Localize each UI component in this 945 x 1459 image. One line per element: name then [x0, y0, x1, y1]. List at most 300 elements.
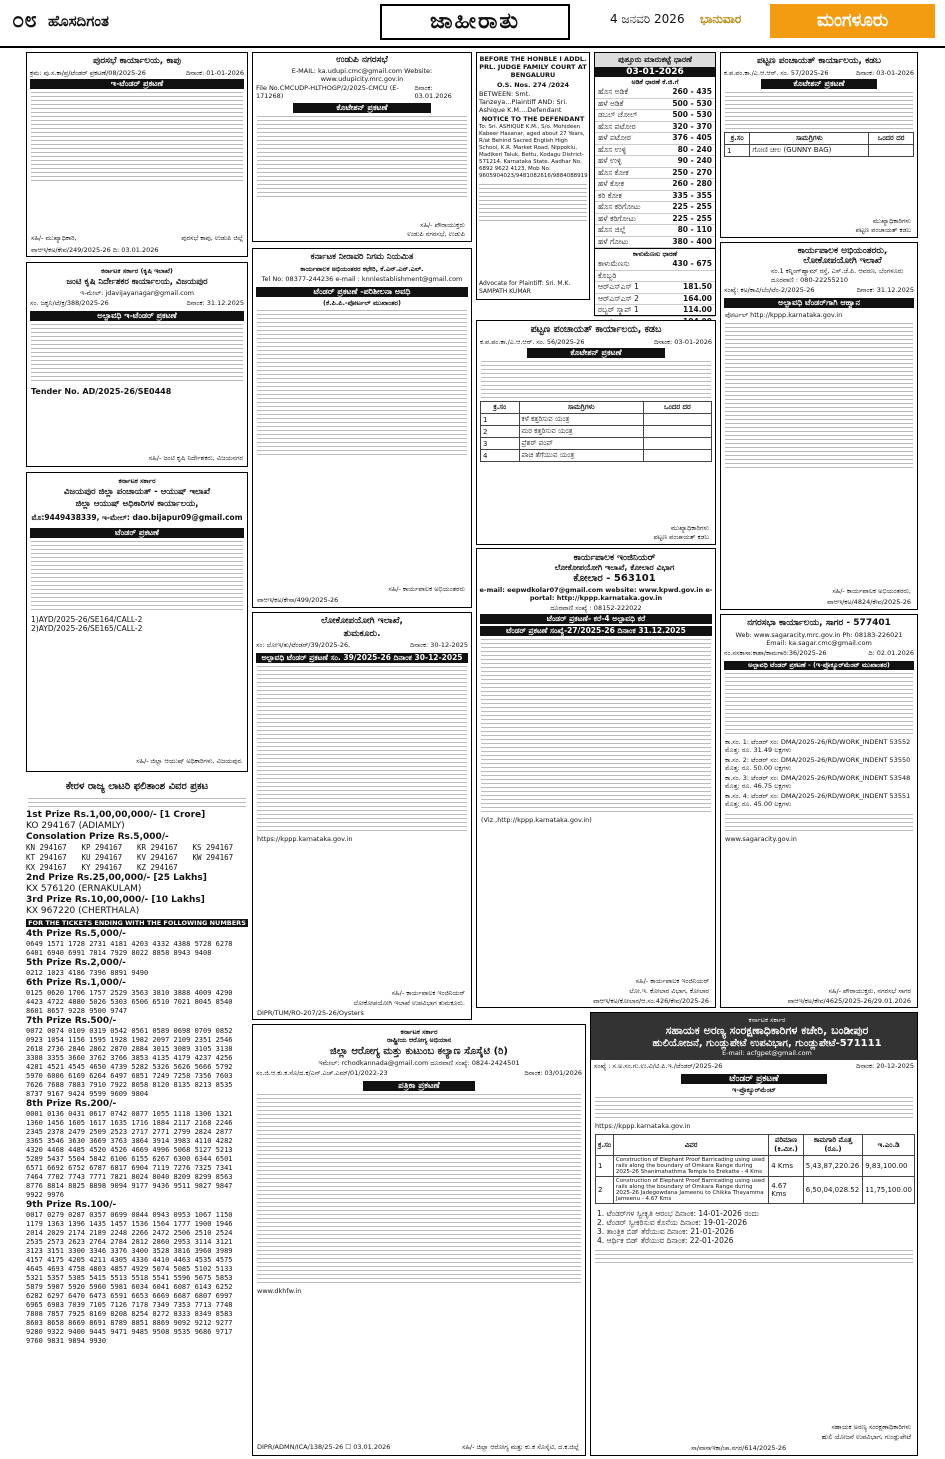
- tender-number: Tender No. AD/2025-26/SE0448: [31, 387, 172, 396]
- ad-sign: ಸಹಿ/- ಪೌರಾಯುಕ್ತರು: [420, 221, 465, 229]
- consolation-number: KT 294167: [26, 853, 67, 862]
- cell: ಕಳೆ ಕತ್ತರಿಸುವ ಯಂತ್ರ: [519, 414, 643, 426]
- ad-court-notice: [476, 52, 590, 300]
- rate-row: [595, 87, 715, 99]
- rate-item: ಆರ್‌ಎಸ್‌ಎಸ್ 2: [598, 293, 639, 303]
- ad-title2: ಲೋಕೋಪಯೋಗಿ ಇಲಾಖೆ: [803, 256, 882, 266]
- ad-body: [253, 310, 471, 455]
- date-item: 4. ಆರ್ಥಿಕ ಬಿಡ್ ತೆರೆಯುವ ದಿನಾಂಕ: 22-01-2026: [597, 1236, 734, 1245]
- rate-item: ಕಾಳುಮೆಣಸು: [598, 259, 630, 268]
- rate-row: [595, 294, 715, 306]
- ad-body: [27, 541, 247, 610]
- rate-value: 430 - 675: [672, 259, 712, 268]
- ad-date: ದಿನಾಂಕ: 03.01.2026: [414, 84, 452, 100]
- ad-sign: ಸಹಿ/- ಕಾರ್ಯಪಾಲಕ ಅಭಿಯಂತರರು,: [832, 587, 911, 595]
- rate-row: [595, 237, 715, 249]
- ad-slug: ಸಾ/ವಾಸಾಇಕಾ/ಚಾ.ನಗರ/614/2025-26: [691, 1444, 787, 1452]
- cell: 9,83,100.00: [863, 1156, 915, 1177]
- cell: [643, 450, 711, 462]
- notice-title: NOTICE TO THE DEFENDANT: [481, 115, 585, 123]
- rate-item: ಆರ್‌ಎಸ್‌ಎಸ್ 1: [598, 282, 639, 291]
- consolation-number: KY 294167: [81, 863, 123, 872]
- ad-ref: ಸಂಖ್ಯೆ : ಸ.ಅ.ಸಂ.ಗು.ಉ.ವಿ/ಟಿ.ಪಿ.ಇ./ಟೆಂಡರ್/2025-26: [594, 1062, 723, 1070]
- rate-row: [595, 145, 715, 157]
- quotation-table: [724, 132, 914, 157]
- col-header: ಸಾಮಗ್ರಿಗಳು: [519, 402, 643, 414]
- col-header: ಸಾಮಗ್ರಿಗಳು: [750, 133, 869, 145]
- ad-url: https://kppp.karnataka.gov.in: [257, 835, 353, 843]
- rate-value: 80 - 240: [677, 144, 712, 154]
- ad-ref: ನಂ.ನಸಕಾಸಾ:ಕಾಶಾ/ಕಾಮಗಾರಿ:36/2025-26: [724, 649, 827, 657]
- rate-item: ಹೊಸ ಕೋಕ: [598, 167, 629, 177]
- col-header: ಒಂದರ ದರ: [869, 133, 914, 145]
- ad-sign2: ಪುರಸಭೆ ಕಾಪು, ಉಡುಪಿ ಜಿಲ್ಲೆ: [181, 234, 243, 242]
- cell: 5,43,87,220.26: [803, 1156, 862, 1177]
- rate-item: ಹಳೆ ಪಟೋರ: [598, 133, 631, 142]
- ad-sagar-nagarasabhe: [720, 614, 918, 1008]
- ad-body: [721, 814, 917, 831]
- ad-slug: ವಾಆಇ/ಕಅ/ಕೇವ/249/2025-26 ದಿ: 03.01.2026: [31, 246, 159, 254]
- date-item: 3. ತಾಂತ್ರಿಕ ಬಿಡ್ ತೆರೆಯುವ ದಿನಾಂಕ: 21-01-2026: [597, 1227, 734, 1236]
- date-item: 1. ಟೆಂಡರ್‌ಗಳ ಸ್ವೀಕೃತಿ ಆರಂಭ ದಿನಾಂಕ: 14-01-2026 ರಂದು: [597, 1209, 759, 1218]
- ad-org: ಕರ್ನಾಟಕ ನೀರಾವರಿ ನಿಗಮ ನಿಯಮಿತ: [310, 252, 414, 262]
- ad-sign: ಸಹಿ/- ಜಿಲ್ಲಾ ಆಯುಷ್ ಅಧಿಕಾರಿಗಳು, ವಿಜಯಪುರ.: [136, 757, 243, 765]
- rate-item: ಹೊಸ ಜಿಲ್ಲೆ: [598, 225, 626, 234]
- third-prize-label: 3rd Prize Rs.10,00,000/- [10 Lakhs]: [26, 895, 205, 905]
- cell: 3: [481, 438, 520, 450]
- rate-item: ಹಳೆ ಗೋಟು: [598, 236, 629, 246]
- ad-date: ದಿನಾಂಕ: 30-12-2025: [410, 641, 468, 649]
- consolation-number: KW 294167: [192, 853, 234, 862]
- prize4-label: 4th Prize Rs.5,000/-: [26, 929, 126, 939]
- ad-ref: ಕ.ಪ.ಪಂ.ಕಾ./ಎ.ಆ.ಆರ್. ಸಂ. 56/2025-26: [480, 338, 585, 346]
- ad-title: ಕಾರ್ಯಪಾಲಕ ಅಭಿಯಂತರರ ಕಛೇರಿ, ಕೆ.ಎನ್.ಎನ್.ಎಲ್.: [300, 265, 424, 273]
- rate-item: ಕೊಬ್ಬರಿ: [598, 270, 617, 280]
- second-prize-label: 2nd Prize Rs.25,00,000/- [25 Lakhs]: [26, 873, 207, 883]
- rate-row: [595, 202, 715, 214]
- ad-contact: ಮೊ:9449438339, ಇ-ಮೇಲ್: dao.bijapur09@gmail.com: [31, 513, 243, 522]
- ad-banner: ಅಲ್ಪಾವಧಿ ಇ-ಟೆಂಡರ್ ಪ್ರಕಟಣೆ: [30, 311, 244, 321]
- ad-org: ಕರ್ನಾಟಕ ಸರ್ಕಾರ: [748, 1016, 786, 1024]
- ad-pwd-bengaluru: [720, 242, 918, 610]
- rate-row: [595, 99, 715, 111]
- rate-item: ಕರಿ ಕೋಕ: [598, 190, 622, 200]
- ad-sign2: ಲೋ.ಇ. ಕೋಲಾರ ವಿಭಾಗ, ಕೋಲಾರ: [629, 987, 709, 995]
- rate-item: ಡಬಲ್ ಚೋಲ್: [598, 110, 638, 119]
- ad-address: ನಂ.1 ಕನ್ನಿಂಗ್‌ಹ್ಯಾಮ್ ರಸ್ತೆ, ಎಸ್.ಜೆ.ಪಿ. ಆವರಣ, ಬೆಂಗಳೂರು: [771, 267, 904, 275]
- ad-email: Email: ka.sagar.cmc@gmail.com: [766, 639, 872, 647]
- ad-phone: ದೂರವಾಣಿ ಸಂಖ್ಯೆ : 08152-222022: [550, 604, 642, 612]
- cell: 1: [481, 414, 520, 426]
- rate-row: [595, 122, 715, 134]
- ad-kaup-purasabhe: [26, 52, 248, 257]
- ad-banner: ಟೆಂಡರ್ ಪ್ರಕಟಣೆ: [30, 528, 244, 538]
- ref-list: [27, 613, 247, 635]
- ad-title: ಜಿಲ್ಲಾ ಆರೋಗ್ಯ ಮತ್ತು ಕುಟುಂಬ ಕಲ್ಯಾಣ ಸೊಸೈಟಿ (ರಿ): [330, 1046, 508, 1057]
- ad-sign: ಸಹಿ/- ಜಂಟಿ ಕೃಷಿ ನಿರ್ದೇಶಕರು, ವಿಜಯನಗರ: [148, 454, 243, 462]
- work-item: ಕಾ.ಸಂ. 4: ಟೆಂಡರ್ ಸಂ: DMA/2025-26/RD/WORK_INDENT 53551 ಮೊತ್ತ: ರೂ. 45.00 ಲಕ್ಷಗಳು: [725, 792, 911, 808]
- work-list: [721, 737, 917, 811]
- cell: ಪ್ರೆಶರ್ ಪಂಪ್: [519, 438, 643, 450]
- rate-value: 164.00: [683, 293, 712, 303]
- ad-org: ಲೋಕೋಪಯೋಗಿ ಇಲಾಖೆ,: [321, 616, 403, 626]
- rate-value: 114.00: [683, 305, 712, 314]
- rate-value: 250 - 270: [672, 167, 712, 177]
- ad-body: [253, 116, 471, 197]
- quotation-table: [480, 401, 712, 462]
- ad-sign: Advocate for Plaintiff: Sri. M.K. SAMPATH KUMAR: [479, 280, 571, 295]
- ad-url: https://kppp.karnataka.gov.in: [595, 1122, 691, 1130]
- ad-banner: ಕೊಟೇಶನ್ ಪ್ರಕಟಣೆ: [293, 103, 431, 113]
- cell: 4 Kms: [769, 1156, 803, 1177]
- ad-title2: ಜಿಲ್ಲಾ ಆಯುಷ್ ಅಧಿಕಾರಿಗಳ ಕಾರ್ಯಾಲಯ,: [75, 499, 199, 509]
- rate-value: 260 - 280: [672, 179, 712, 188]
- ad-sign: ಮುಖ್ಯಾಧಿಕಾರಿಗಳು: [872, 217, 911, 225]
- ad-org: ಕರ್ನಾಟಕ ಸರ್ಕಾರ (ಕೃಷಿ ಇಲಾಖೆ): [101, 267, 173, 275]
- ad-date: ದಿನಾಂಕ: 20-12-2025: [856, 1062, 914, 1070]
- rate-value: 500 - 530: [672, 98, 712, 108]
- ad-banner: ಅಲ್ಪಾವಧಿ ಟೆಂಡರ್ ಪ್ರಕಟಣೆ ಸಂ. 39/2025-26 ದಿನಾಂಕ 30-12-2025: [256, 653, 468, 663]
- rate-row: [595, 110, 715, 122]
- ad-contact: Tel No: 08377-244236 e-mail : knnlestablishment@gmail.com: [261, 275, 463, 283]
- cell: Construction of Elephant Proof Barricading using used rails along the boundary of Omkara Range during 2025-26 Jadegowdana Jameenu to Chikka Thayamma Jameenu - 4.67 Kms: [613, 1177, 768, 1204]
- prize8-numbers: 0001 0136 0431 0617 0742 0877 1055 1118 1306 1321 1360 1456 1605 1617 1635 1716 1884 2117 2168 2246 2345 2378 2479 2509 2523 2717 2771 2799 2824 2877 3365 3546 3630 3669 3763 3864 3914 3983 4110 4282 4320 4468 4485 4520 4526 4669 4996 5068 5127 5213 5289 5437 5504 5842 6106 6155 6267 6300 6344 6501 6571 6692 6752 6787 6817 6904 7119 7276 7325 7341 7464 7702 7743 7771 7821 8024 8040 8209 8299 8563 8776 8814 8825 8898 9094 9177 9436 9511 9827 9847 9922 9976: [26, 1110, 233, 1199]
- ad-banner: ಟೆಂಡರ್ ಪ್ರಕಟಣೆ -ಪರಿಶೀಲನಾ ಅವಧಿ: [256, 287, 468, 297]
- rate-value: 225 - 255: [672, 213, 712, 223]
- ad-date: ದಿನಾಂಕ: 31.12.2025: [856, 286, 914, 294]
- masthead: ಹೊಸದಿಗಂತ: [48, 12, 109, 30]
- rate-value: 181.50: [683, 282, 712, 291]
- forest-tender-table: [595, 1134, 915, 1204]
- ad-body: [477, 361, 715, 398]
- prize5-numbers: 0212 1023 4186 7396 8891 9490: [26, 969, 149, 977]
- cell: [869, 145, 914, 157]
- cell: ಮರ ಕತ್ತರಿಸುವ ಯಂತ್ರ: [519, 426, 643, 438]
- col-header: ಕಾಮಗಾರಿ ಮೊತ್ತ (ರೂ.): [803, 1135, 862, 1156]
- rate-row: [595, 271, 715, 283]
- ad-title: ವಿಜಯಪುರ ಜಿಲ್ಲಾ ಪಂಚಾಯತ್ - ಆಯುಷ್ ಇಲಾಖೆ: [63, 487, 211, 497]
- consolation-number: KR 294167: [137, 843, 178, 852]
- ad-banner: ಅಲ್ಪಾವಧಿ ಟೆಂಡರ್ ಪ್ರಕಟಣೆ - (ಇ-ಪ್ರೊಕ್ಯೂರ್‌ಮೆಂಟ್ ಮುಖಾಂತರ): [724, 661, 914, 670]
- arecanut-rates: [595, 87, 715, 248]
- ad-sign: ಮುಖ್ಯಾಧಿಕಾರಿಗಳು: [670, 524, 709, 532]
- ad-title: ಪುರಸಭೆ ಕಾರ್ಯಾಲಯ, ಕಾಪು: [93, 56, 181, 66]
- consolation-number: KU 294167: [81, 853, 123, 862]
- case-number: O.S. Nos. 274 /2024: [496, 81, 570, 89]
- rate-row: [595, 191, 715, 203]
- cell: [643, 438, 711, 450]
- first-prize-number: KO 294167 (ADIAMLY): [26, 821, 125, 831]
- cell: [643, 426, 711, 438]
- ad-banner: ಅಲ್ಪಾವಧಿ ಟೆಂಡರ್‌ಗಾಗಿ ಆಹ್ವಾನ: [724, 298, 914, 308]
- second-prize-number: KX 576120 (ERNAKULAM): [26, 884, 142, 894]
- ad-ref: ಕ್ರಮ: ಪು.ಸ.ಕಾ/ಪ್ರ/ಟೆಂಡರ್ ಪ್ರಕಟಣೆ/08/2025-26: [30, 69, 146, 77]
- prize6-numbers: 0125 0620 1706 1757 2529 3563 3810 3888 4009 4290 4423 4722 4880 5026 5303 6506 6510 7021 8045 8540 8601 8657 9228 9500 9747: [26, 989, 233, 1015]
- work-item: ಕಾ.ಸಂ. 3: ಟೆಂಡರ್ ಸಂ: DMA/2025-26/RD/WORK_INDENT 53548 ಮೊತ್ತ: ರೂ. 46.75 ಲಕ್ಷಗಳು: [725, 774, 911, 790]
- ad-date: ದಿನಾಂಕ: 31.12.2025: [186, 299, 244, 307]
- rate-value: 90 - 240: [677, 156, 712, 165]
- ad-sign: ಸಹಿ/- ಮುಖ್ಯಾಧಿಕಾರಿ,: [31, 234, 77, 242]
- rates-subtitle: ಅಡಿಕೆ ಧಾರಣೆ ಕೆ.ಜಿ.ಗೆ: [631, 78, 679, 86]
- prize8-label: 8th Prize Rs.200/-: [26, 1099, 117, 1109]
- ad-slug: DIPR/ADMN/ICA/138/25-26 ☐ 03.01.2026: [257, 1443, 391, 1451]
- prize5-label: 5th Prize Rs.2,000/-: [26, 958, 126, 968]
- ad-body: [721, 673, 917, 734]
- ad-date: ದಿ: 02.01.2026: [868, 649, 914, 657]
- ref-item: 1)AYD/2025-26/SE164/CALL-2: [31, 615, 143, 624]
- ad-banner: ಕೊಟೇಶನ್ ಪ್ರಕಟಣೆ: [527, 348, 665, 358]
- cell: 1: [725, 145, 750, 157]
- col-header: ಕ್ರ.ಸಂ: [596, 1135, 614, 1156]
- issue-day: ಭಾನುವಾರ: [700, 12, 742, 26]
- prize9-label: 9th Prize Rs.100/-: [26, 1200, 117, 1210]
- rate-item: ಹಳೆ ಉಳ್ಳಿ: [598, 156, 622, 165]
- ad-body: [27, 92, 247, 181]
- ad-body: [253, 666, 471, 831]
- ad-url: ಪೋರ್ಟಲ್ http://kppp.karnataka.gov.in: [725, 311, 843, 319]
- ad-health-society: [252, 1024, 586, 1456]
- rate-item: ಹೊಸ ಉಳ್ಳಿ: [598, 144, 627, 154]
- rate-row: [595, 259, 715, 271]
- consolation-number: KZ 294167: [137, 863, 178, 872]
- ad-body: [477, 184, 589, 221]
- ad-irrigation-knnl: [252, 248, 472, 608]
- consolation-number: KS 294167: [192, 843, 234, 852]
- ad-pwd-kolar: [476, 548, 716, 1008]
- lottery-banner: FOR THE TICKETS ENDING WITH THE FOLLOWING NUMBERS: [26, 919, 248, 927]
- ad-email: E-MAIL: ka.udupi.cmc@gmail.com Website: www.udupicity.mrc.gov.in: [291, 67, 433, 83]
- consolation-number: KX 294167: [26, 863, 67, 872]
- ad-body: [721, 323, 917, 468]
- ad-forest-bandipur: [590, 1012, 918, 1456]
- ad-phone: ದೂರವಾಣಿ : 080-22255210: [771, 276, 849, 284]
- ad-title: ಕಾರ್ಯಪಾಲಕ ಅಭಿಯಂತರರು,: [797, 246, 888, 256]
- rate-value: 320 - 370: [672, 121, 712, 131]
- ad-date: ದಿನಾಂಕ: 03-01-2026: [856, 69, 914, 77]
- kerala-lottery-results: [26, 778, 248, 1454]
- ad-city: ತುಮಕೂರು.: [343, 629, 381, 639]
- ad-slug: DIPR/TUM/RO-207/25-26/Oysters: [257, 1009, 364, 1017]
- ad-email: e-mail: eepwdkolar07@gmail.com website: www.kpwd.gov.in e-portal: http://kppp.karnataka.gov.in: [479, 586, 713, 602]
- ad-date: ದಿನಾಂಕ: 03/01/2026: [524, 1069, 582, 1077]
- third-prize-number: KX 967220 (CHERTHALA): [26, 906, 140, 916]
- ad-title: ಪಟ್ಟಣ ಪಂಚಾಯತ್ ಕಾರ್ಯಾಲಯ, ಕಡಬ: [757, 56, 881, 66]
- rate-row: [595, 214, 715, 226]
- ad-sign: ಸಹಾಯಕ ಅರಣ್ಯ ಸಂರಕ್ಷಣಾಧಿಕಾರಿಗಳು: [831, 1423, 911, 1431]
- page-number: ೦೮: [12, 8, 37, 33]
- rate-item: ಹೊಸ ಪಟೋರ: [598, 121, 636, 131]
- ad-ref: ಸಂ. ಜಕೃನಿ/ಟೆ/ಕ್ರ/388/2025-26: [30, 299, 109, 307]
- col-header: ಕ್ರ.ಸಂ: [725, 133, 750, 145]
- ad-banner2: ಟೆಂಡರ್ ಪ್ರಕಟಣೆ ಸಂಖ್ಯೆ-27/2025-26 ದಿನಾಂಕ 31.12.2025: [480, 626, 712, 636]
- forest-header: [591, 1013, 917, 1060]
- edition-city: ಮಂಗಳೂರು: [770, 4, 935, 38]
- ad-date: ದಿನಾಂಕ: 01-01-2026: [186, 69, 244, 77]
- rate-value: 225 - 255: [672, 202, 712, 211]
- rate-value: 80 - 110: [677, 225, 712, 234]
- ad-org2: ರಾಷ್ಟ್ರೀಯ ಆರೋಗ್ಯ ಅಭಿಯಾನ: [386, 1036, 452, 1044]
- lottery-title: ಕೇರಳ ರಾಜ್ಯ ಲಾಟರಿ ಫಲಿತಾಂಶ ವಿವರ ಪ್ರಕಟ: [65, 781, 209, 792]
- ad-title3: ಕೋಲಾರ - 563101: [573, 573, 656, 584]
- ad-ref: ಸಂ: ಲೋಇ/ತು/ಟೆಂಡರ್/39/2025-26,: [256, 641, 351, 649]
- rate-row: [595, 305, 715, 317]
- ad-sign2: ಪಟ್ಟಣ ಪಂಚಾಯತ್ ಕಡಬ: [653, 533, 709, 541]
- work-item: ಕಾ.ಸಂ. 2: ಟೆಂಡರ್ ಸಂ: DMA/2025-26/RD/WORK_INDENT 53550 ಮೊತ್ತ: ರೂ. 50.00 ಲಕ್ಷಗಳು: [725, 756, 911, 772]
- consolation-label: Consolation Prize Rs.5,000/-: [26, 832, 169, 842]
- ad-title: ಪಟ್ಟಣ ಪಂಚಾಯತ್ ಕಾರ್ಯಾಲಯ, ಕಡಬ: [530, 324, 662, 335]
- date-list: [591, 1207, 917, 1247]
- other-rates: [595, 259, 715, 328]
- ad-banner2: ಇ-ಪ್ರೊಕ್ಯೂರ್‌ಮೆಂಟ್: [732, 1086, 776, 1094]
- cell: 2: [596, 1177, 614, 1204]
- rate-item: ರಬ್ಬರ್ ಸ್ಕ್ರಾಪ್ 1: [598, 305, 639, 314]
- ad-body: [27, 324, 247, 381]
- rate-row: [595, 133, 715, 145]
- date-item: 2. ಟೆಂಡರ್ ಸ್ವೀಕರಿಸುವ ಕೊನೆಯ ದಿನಾಂಕ: 19-01-2026: [597, 1218, 747, 1227]
- parties: BETWEEN: Smt. Tanzeya...Plaintiff AND: Sri. Ashique K.M....Defendant: [479, 90, 568, 114]
- ad-slug: ವಾಆಇ/ಕಅ/ಕೋಲಾರ/ಆ.ಸಂ.426/ಕೇವ/2025-26: [593, 997, 709, 1005]
- ad-body: [721, 92, 917, 129]
- issue-date: 4 ಜನವರಿ 2026: [610, 12, 685, 26]
- ad-ayush-vijayapura: [26, 472, 248, 772]
- ad-email: ಇ-ಮೇಲ್: jdavijayanagar@gmail.com: [79, 289, 195, 297]
- ad-sign2: ಹುಲಿ ಯೋಜನೆ ಉಪವಿಭಾಗ, ಗುಂಡ್ಲುಪೇಟೆ: [821, 1433, 911, 1441]
- cell: 4: [481, 450, 520, 462]
- ad-slug: ವಾಆಇ/ಕಅ/ಕೇಸಾ/499/2025-26: [257, 596, 339, 604]
- ad-agriculture-vijayanagar: [26, 262, 248, 467]
- ad-title: ನಗರಸಭಾ ಕಾರ್ಯಾಲಯ, ಸಾಗರ - 577401: [747, 618, 891, 628]
- consolation-number: KN 294167: [26, 843, 67, 852]
- ad-title: BEFORE THE HONBLE I ADDL. PRL. JUDGE FAMILY COURT AT BENGALURU: [479, 55, 587, 79]
- ad-sign: ಸಹಿ/- ಕಾರ್ಯಪಾಲಕ ಇಂಜಿನಿಯರ್: [391, 989, 465, 997]
- rates-title: ಪುತ್ತೂರು ಮಾರುಕಟ್ಟೆ ಧಾರಣೆ: [595, 53, 715, 67]
- col-header: ಇ.ಎಂ.ಡಿ: [863, 1135, 915, 1156]
- work-item: ಕಾ.ಸಂ. 1: ಟೆಂಡರ್ ಸಂ: DMA/2025-26/RD/WORK_INDENT 53552 ಮೊತ್ತ: ರೂ. 31.49 ಲಕ್ಷಗಳು: [725, 738, 911, 754]
- cell: ಪಾಚಿ ತೆಗೆಯುವ ಯಂತ್ರ: [519, 450, 643, 462]
- ad-sign: ಸಹಿ/- ಕಾರ್ಯಪಾಲಕ ಇಂಜಿನಿಯರ್: [635, 977, 709, 985]
- ad-email: E-mail: acfgpet@gmail.com: [722, 1049, 812, 1057]
- ad-sign: ಸಹಿ/- ಜಿಲ್ಲಾ ಆರೋಗ್ಯ ಮತ್ತು ಕು.ಕ ಸೊಸೈಟಿ, ದ.ಕ.ಜಿಲ್ಲೆ: [462, 1443, 579, 1451]
- rate-row: [595, 225, 715, 237]
- rate-item: ಹೊಸ ಅಡಿಕೆ: [598, 87, 628, 96]
- ad-ref: ಸಂಖ್ಯೆ: ಕಅ/ಕಾವಿ/ಬೆಂ/ಟೆಂ-2/2025-26: [724, 286, 815, 294]
- ad-sign2: ಉಡುಪಿ ನಗರಸಭೆ, ಉಡುಪಿ: [407, 230, 465, 238]
- ad-banner: ಇ-ಟೆಂಡರ್ ಪ್ರಕಟಣೆ: [30, 79, 244, 89]
- rate-row: [595, 156, 715, 168]
- ad-body: [591, 1250, 917, 1263]
- consolation-number: KV 294167: [137, 853, 178, 862]
- prize7-numbers: 0072 0074 0109 0319 0542 0561 0589 0698 0709 0852 0923 1054 1156 1595 1928 1982 2097 2109 2351 2546 2618 2736 2846 2862 2870 2884 3015 3089 3105 3138 3308 3355 3660 3762 3766 3853 4135 4179 4237 4256 4281 4521 4545 4650 4739 5282 5326 5626 5666 5792 5970 6006 6169 6264 6497 6851 7249 7258 7356 7603 7626 7688 7883 7910 7922 8058 8120 8135 8213 8535 8737 9167 9424 9599 9609 9804: [26, 1027, 233, 1098]
- page-header: [0, 0, 945, 48]
- ref-item: 2)AYD/2025-26/SE165/CALL-2: [31, 624, 143, 633]
- ad-udupi-nagarasabhe: [252, 52, 472, 242]
- rate-item: ಹಳೆ ಕರಿಗೋಟು: [598, 213, 636, 223]
- consolation-numbers: [26, 843, 248, 873]
- cell: [643, 414, 711, 426]
- ad-pwd-tumakuru: [252, 612, 472, 1020]
- ad-kadaba-57: [720, 52, 918, 238]
- ad-title: ಜಂಟಿ ಕೃಷಿ ನಿರ್ದೇಶಕರ ಕಾರ್ಯಾಲಯ, ವಿಜಯಪುರ: [66, 277, 208, 287]
- ad-title: ಕಾರ್ಯಪಾಲಕ ಇಂಜಿನಿಯರ್: [573, 553, 656, 563]
- ad-ref: ಕ.ಪ.ಪಂ.ಕಾ./ಎ.ಆ.ಆರ್. ಸಂ. 57/2025-26: [724, 69, 829, 77]
- ad-title: ಉಡುಪಿ ನಗರಸಭೆ: [336, 55, 388, 65]
- market-rates: [594, 52, 716, 316]
- rate-row: [595, 168, 715, 180]
- rates-date: 03-01-2026: [595, 67, 715, 77]
- col-header: ವಿವರ: [613, 1135, 768, 1156]
- rate-item: ಹಳೆ ಕೋಕ: [598, 179, 624, 188]
- rate-value: 380 - 400: [672, 236, 712, 246]
- ad-email: ಇಮೇಲ್: rchodkannada@gmail.com ದೂರವಾಣಿ ಸಂಖ್ಯೆ: 0824-2424501: [318, 1059, 520, 1067]
- ad-slug: ವಾಆಇ/ಕಅ/4824/ಕೇವ/2025-26: [827, 598, 911, 606]
- ad-ref: File No.CMCUDP-HLTHOGP/2/2025-CMCU (E-171268): [256, 84, 399, 100]
- rate-value: 500 - 530: [672, 110, 712, 119]
- ad-banner: ಟೆಂಡರ್ ಪ್ರಕಟಣೆ: [681, 1074, 827, 1084]
- lottery-intro: [26, 798, 248, 807]
- consolation-number: KP 294167: [81, 843, 123, 852]
- ad-date: ದಿನಾಂಕ: 03-01-2026: [654, 338, 712, 346]
- ad-sign: ಸಹಿ/- ಕಾರ್ಯಪಾಲಕ ಅಭಿಯಂತರರು: [388, 585, 465, 593]
- ad-body: [253, 1094, 585, 1283]
- ad-url: (Viz.,http://kppp.karnataka.gov.in): [481, 816, 592, 824]
- cell: 11,75,100.00: [863, 1177, 915, 1204]
- ad-ref: ಸಂ.ಜಿ.ಆ.ಕು.ಕ.ಸೊ/ದ.ಕ/ಎನ್.ಎಚ್.ಎಮ್/01/2022-23: [256, 1069, 388, 1077]
- rate-value: 260 - 435: [672, 87, 712, 96]
- ad-subbanner: (ಕೆ.ಪಿ.ಪಿ.-ಪೋರ್ಟಲ್ ಮುಖಾಂತರ): [323, 299, 401, 307]
- ad-web: Web: www.sagaracity.mrc.gov.in Ph: 08183-226021: [735, 631, 903, 639]
- cell: 1: [596, 1156, 614, 1177]
- ad-title2: ಲೋಕೋಪಯೋಗಿ ಇಲಾಖೆ, ಕೋಲಾರ ವಿಭಾಗ: [554, 563, 675, 572]
- ad-org: ಕರ್ನಾಟಕ ಸರ್ಕಾರ: [118, 477, 156, 485]
- rate-row: [595, 282, 715, 294]
- cell: ಗೋಣಿ ಚೀಲ (GUNNY BAG): [750, 145, 869, 157]
- ad-url: www.dkhfw.in: [257, 1287, 302, 1295]
- cell: Construction of Elephant Proof Barricading using used rails along the boundary of Omkara Range during 2025-26 Shanimahathma Temple to Erekatte - 4 Kms: [613, 1156, 768, 1177]
- first-prize-label: 1st Prize Rs.1,00,00,000/- [1 Crore]: [26, 810, 206, 820]
- ad-sign: ಸಹಿ/- ಪೌರಾಯುಕ್ತರು, ನಗರಸಭೆ ಸಾಗರ: [828, 987, 911, 995]
- col-header: ಒಂದರ ದರ: [643, 402, 711, 414]
- ad-sign2: ಪಟ್ಟಣ ಪಂಚಾಯತ್ ಕಡಬ: [855, 226, 911, 234]
- col-header: ಕ್ರ.ಸಂ: [481, 402, 520, 414]
- rate-item: ಹಳೆ ಅಡಿಕೆ: [598, 98, 624, 108]
- rate-value: 376 - 405: [672, 133, 712, 142]
- ad-banner: ಕೊಟೇಶನ್ ಪ್ರಕಟಣೆ: [761, 79, 877, 89]
- ad-kadaba-56: [476, 320, 716, 545]
- rate-row: [595, 179, 715, 191]
- ad-banner: ಪತ್ರಿಕಾ ಪ್ರಕಟಣೆ: [363, 1081, 475, 1091]
- cell: 2: [481, 426, 520, 438]
- ad-banner: ಟೆಂಡರ್ ಪ್ರಕಟಣೆ- ಕರೆ-4 ಅಲ್ಪಾವಧಿ ಕರೆ: [480, 614, 712, 624]
- rate-value: 335 - 355: [672, 190, 712, 200]
- rate-item: ಹೊಸ ಕರಿಗೋಟು: [598, 202, 641, 211]
- col-header: ಪರಿಮಾಣ (ಕಿ.ಮೀ.): [769, 1135, 803, 1156]
- prize9-numbers: 0017 0279 0287 0357 0699 0844 0943 0953 1067 1150 1179 1363 1396 1435 1457 1536 1564 1777 1900 1946 2014 2029 2174 2189 2248 2266 2472 2506 2510 2524 2535 2573 2623 2764 2784 2812 2860 2953 3114 3121 3123 3151 3300 3346 3376 3400 3528 3816 3960 3989 4157 4175 4205 4211 4305 4336 4410 4463 4535 4575 4645 4693 4758 4803 4857 4929 5074 5085 5102 5133 5321 5357 5385 5415 5513 5518 5541 5596 5675 5853 5879 5907 5920 5960 5981 6034 6041 6087 6143 6252 6282 6297 6470 6473 6591 6653 6669 6687 6807 6997 6965 6983 7039 7105 7126 7178 7349 7353 7713 7748 7808 7857 7925 8169 8208 8254 8272 8333 8349 8583 8603 8658 8669 8691 8789 8851 8869 9092 9212 9277 9280 9322 9400 9445 9471 9485 9508 9535 9686 9717 9760 9831 9894 9930: [26, 1211, 233, 1345]
- ad-url: www.sagaracity.gov.in: [725, 835, 797, 843]
- cell: 4.67 Kms: [769, 1177, 803, 1204]
- notice-body: To: Sri. ASHIQUE K.M., S/o. Mohideen Kabeer Hasanar, aged about 27 Years, R/at Behind Sacred English High School, K.R. Market Road, Nippoklu, Madikeri Taluk, Bettu, Kodagu District-571214, Karnataka State. Aadhar No. 6892 9622 4123, Mob No: 9605904023/9481082616/9884088919: [479, 124, 588, 179]
- prize4-numbers: 0649 1571 1728 2731 4181 4203 4332 4388 5728 6278 6401 6940 6991 7814 7929 8022 8858 8943 9408: [26, 940, 233, 957]
- ad-body: [477, 639, 715, 812]
- ad-body: [591, 1097, 917, 1118]
- section-title: ಜಾಹೀರಾತು: [380, 4, 570, 40]
- ad-sign2: ಲೋಕೋಪಯೋಗಿ ಇಲಾಖೆ ಉಪವಿಭಾಗ ತುಮಕೂರು.: [353, 999, 465, 1007]
- ad-title: ಸಹಾಯಕ ಅರಣ್ಯ ಸಂರಕ್ಷಣಾಧಿಕಾರಿಗಳ ಕಚೇರಿ, ಬಂಡೀಪುರ: [665, 1024, 869, 1037]
- cell: 6,50,04,028.52: [803, 1177, 862, 1204]
- ad-org: ಕರ್ನಾಟಕ ಸರ್ಕಾರ: [400, 1028, 438, 1036]
- rates-subtitle2: ಕಾಳುಮೆಣಸು ಧಾರಣೆ: [595, 248, 715, 259]
- ad-title2: ಹುಲಿಯೋಜನೆ, ಗುಂಡ್ಲುಪೇಟೆ ಉಪವಿಭಾಗ, ಗುಂಡ್ಲುಪೇಟೆ-571111: [652, 1038, 882, 1049]
- prize6-label: 6th Prize Rs.1,000/-: [26, 978, 126, 988]
